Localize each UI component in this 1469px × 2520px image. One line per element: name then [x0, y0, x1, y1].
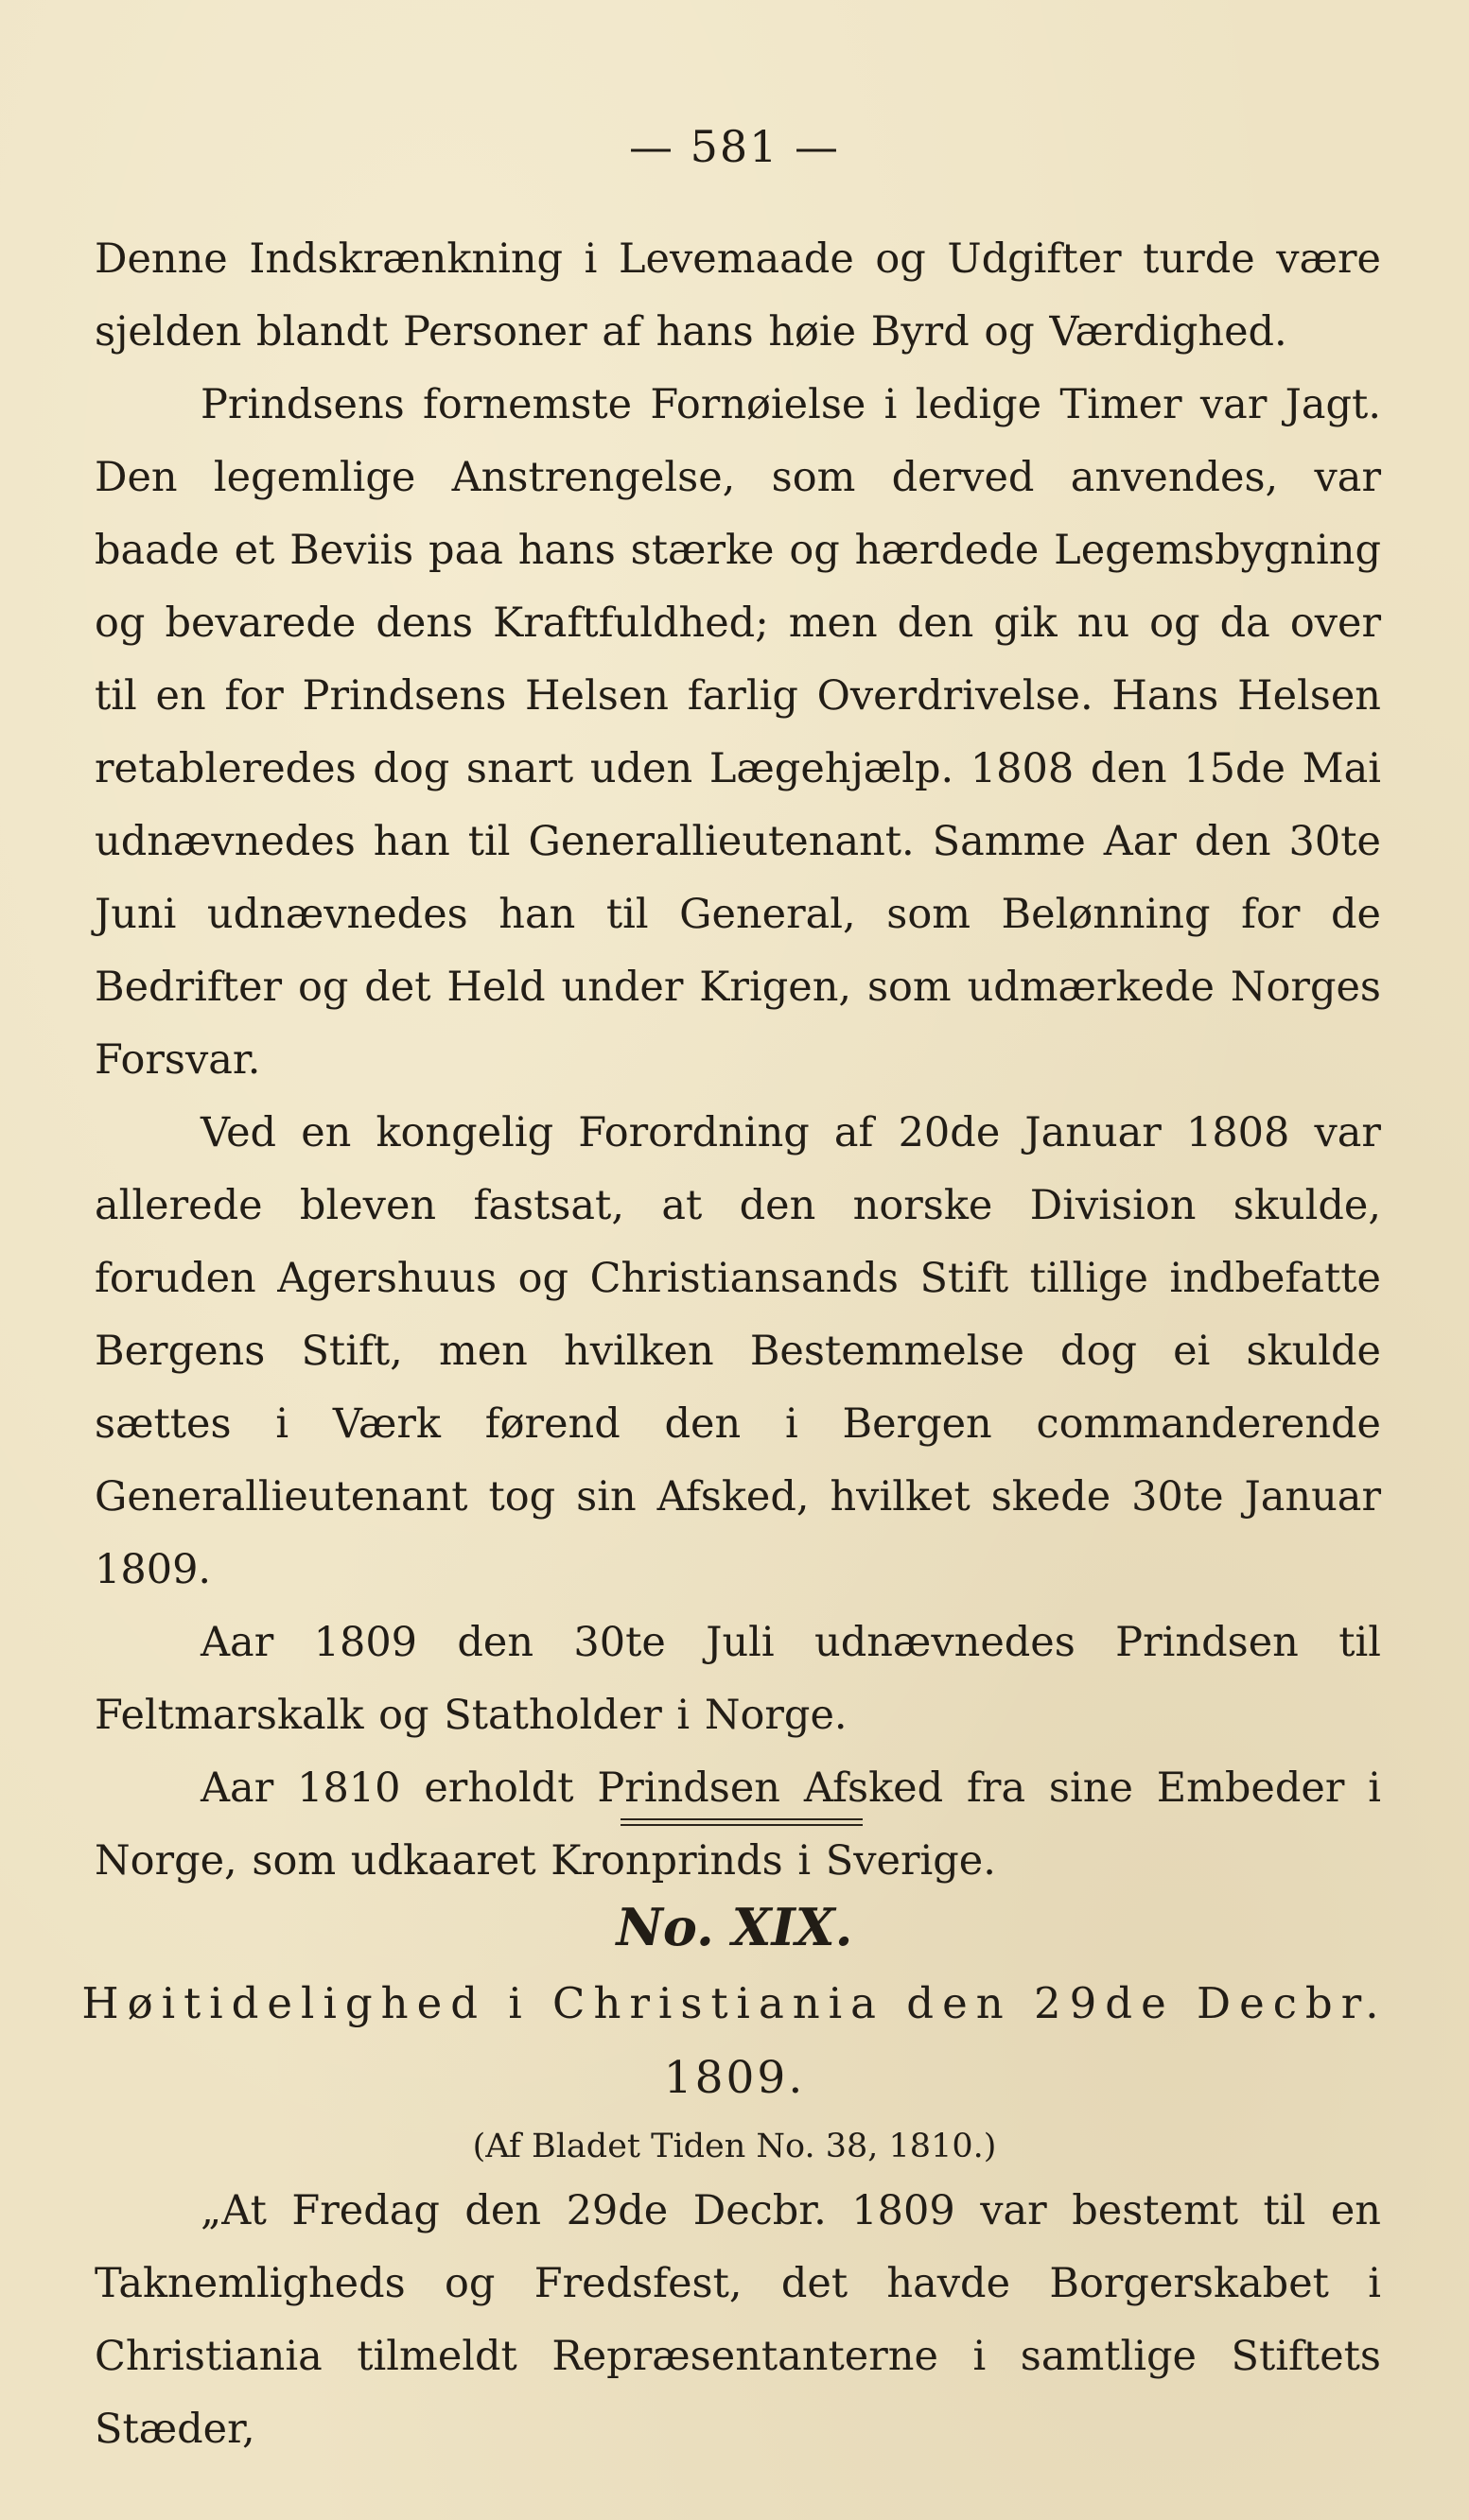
document-year: 1809. [663, 2052, 806, 2104]
paragraph-1: Denne Indskrænkning i Levemaade og Udgifter turde være sjelden blandt Personer af hans høie Byrd og Værdighed. [95, 235, 1381, 356]
document-number: No. XIX. [616, 1897, 853, 1957]
body-text [95, 223, 1381, 1898]
document-paragraph: „At Fredag den 29de Decbr. 1809 var bestemt til en Taknemligheds og Fredsfest, det havde Borgerskabet i Christiania tilmeldt Repræsentanterne i samtlige Stiftets Stæder, [95, 2187, 1381, 2453]
paragraph-2: Prindsens fornemste Fornøielse i ledige Timer var Jagt. Den legemlige Anstrengelse, som derved anvendes, var baade et Beviis paa hans stærke og hærdede Legemsbygning og bevarede dens Kraftfuldhed; men den gik nu og da over til en for Prindsens Helsen farlig Overdrivelse. Hans Helsen retableredes dog snart uden Lægehjælp. 1808 den 15de Mai udnævnedes han til Generallieutenant. Samme Aar den 30te Juni udnævnedes han til General, som Belønning for de Bedrifter og det Held under Krigen, som udmærkede Norges Forsvar. [95, 381, 1381, 1084]
page-number: — 581 — [628, 121, 841, 172]
section-divider [621, 1818, 863, 1826]
document-title: Høitidelighed i Christiania den 29de Decbr. [81, 1978, 1388, 2028]
paragraph-4: Aar 1809 den 30te Juli udnævnedes Prindsen til Feltmarskalk og Statholder i Norge. [95, 1619, 1381, 1739]
paragraph-5: Aar 1810 erholdt Prindsen Afsked fra sine Embeder i Norge, som udkaaret Kronprinds i Sverige. [95, 1764, 1381, 1885]
paragraph-3: Ved en kongelig Forordning af 20de Januar 1808 var allerede bleven fastsat, at den norske Division skulde, foruden Agershuus og Christiansands Stift tillige indbefatte Bergens Stift, men hvilken Bestemmelse dog ei skulde sættes i Værk førend den i Bergen commanderende Generallieutenant tog sin Afsked, hvilket skede 30te Januar 1809. [95, 1109, 1381, 1593]
document-text [95, 2175, 1381, 2466]
document-source: (Af Bladet Tiden No. 38, 1810.) [472, 2128, 997, 2165]
